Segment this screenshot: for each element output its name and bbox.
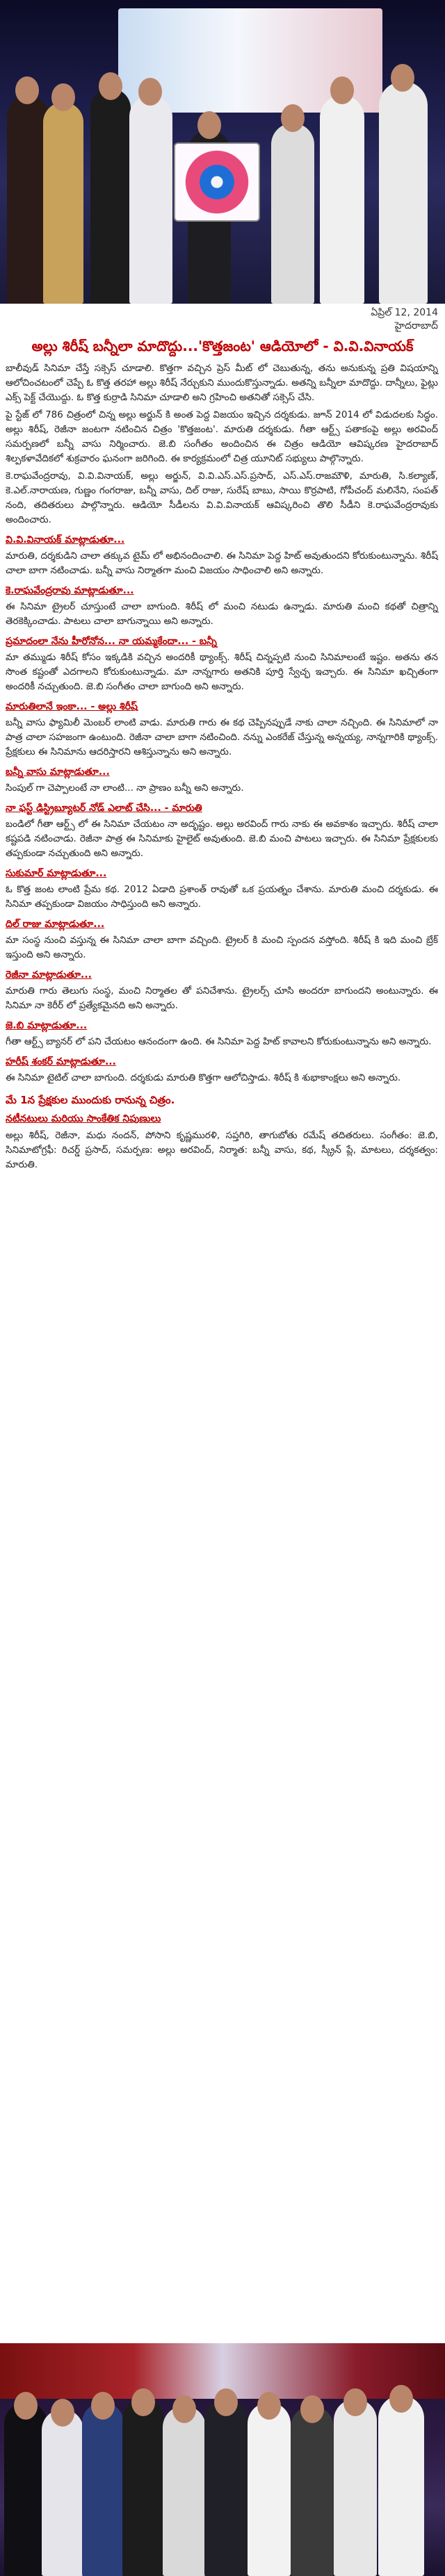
person-silhouette [163,2406,206,2576]
event-photo-top [0,0,445,304]
section-body: మారుతి గారు తెలుగు సంస్థ, మంచి నిర్మాతల తో పనిచేశాను. ట్రైలర్స్ చూసి అందరూ బాగుందని అంటున్నారు. ఈ సినిమా నా కెరీర్ లో ప్రత్యేకమైనది అని అన్నారు. [6,985,438,1011]
article-date: ఏప్రిల్ 12, 2014 [371,307,438,318]
section-body: గీతా ఆర్ట్స్ బ్యానర్ లో పని చేయటం ఆనందంగా ఉంది. ఈ సినిమా పెద్ద హిట్ కావాలని కోరుకుంటున్నాను అని అన్నారు. [6,1036,432,1047]
section-body: బన్నీ వాసు ఫ్యామిలీ మెంబర్ లాంటి వాడు. మారుతి గారు ఈ కథ చెప్పినప్పుడే నాకు చాలా నచ్చింది. ఈ సినిమాలో నా పాత్ర చాలా సహజంగా ఉంటుంది. రెజీనా చాలా బాగా నటించింది. నన్ను ఎంకరేజ్ చేస్తున్న అన్నయ్య, నాన్నగారికి థ్యాంక్స్. ప్రేక్షకులు ఈ సినిమాను ఆదరిస్తారని ఆశిస్తున్నాను అని అన్నారు. [6,717,438,757]
person-head [391,64,414,92]
section-heading: రెజీనా మాట్లాడుతూ... [6,969,92,981]
person-head [300,2395,324,2423]
person-silhouette [271,123,314,304]
section-heading: బన్నీ వాసు మాట్లాడుతూ... [6,766,110,778]
person-silhouette [334,2399,377,2576]
section-body: ఈ సినిమా టైటిల్ చాలా బాగుంది. దర్శకుడు మారుతి కొత్తగా ఆలోచిస్తాడు. శిరీష్ కి శుభాకాంక్షలు అని అన్నారు. [6,1072,401,1083]
article-paragraph: పై స్టేజ్ లో 786 చిత్రంలో చిన్న అల్లు అర్జున్ కి అంత పెద్ద విజయం ఇచ్చిన దర్శకుడు. జూన్ 2014 లో విడుదలకు సిద్ధం. అల్లు శిరీష్, రెజీనా జంటగా నటించిన చిత్రం 'కొత్తజంట'. మారుతి దర్శకుడు. గీతా ఆర్ట్స్ పతాకంపై అల్లు అరవింద్ సమర్పణలో బన్నీ వాసు నిర్మించారు. జె.బి సంగీతం అందించిన ఈ చిత్రం ఆడియో ఆవిష్కరణ హైదరాబాద్ శిల్పకళావేదికలో శుక్రవారం ఘనంగా జరిగింది. ఈ కార్యక్రమంలో చిత్ర యూనిట్ సభ్యులు పాల్గొన్నారు. [6,409,438,464]
section-heading: మారుతిలానే ఇంకా... - అల్లు శిరీష్ [6,701,138,712]
credits-heading: నటీనటులు మరియు సాంకేతిక నిపుణులు [6,1113,161,1124]
person-silhouette [379,81,428,304]
person-head [172,2395,196,2423]
person-silhouette [4,2402,47,2576]
person-head [330,76,354,104]
section-heading: జె.బి మాట్లాడుతూ... [6,1020,88,1031]
audio-cd-cover [174,142,260,222]
person-head [131,2388,155,2416]
person-silhouette [320,95,364,304]
article-place: హైదరాబాద్ [394,320,438,331]
section-heading: దిల్ రాజు మాట్లాడుతూ... [6,919,105,930]
person-silhouette [204,2399,248,2576]
section-heading: వి.వి.వినాయక్ మాట్లాడుతూ... [6,534,125,545]
event-photo-bottom [0,2343,445,2576]
person-head [91,2392,115,2420]
person-head [51,83,75,111]
person-silhouette [129,95,172,304]
person-head [15,76,39,104]
section-heading: హరీష్ శంకర్ మాట్లాడుతూ... [6,1056,116,1067]
person-head [51,2399,74,2427]
person-silhouette [291,2406,334,2576]
person-head [197,111,221,139]
section-body: మారుతి, దర్శకుడిని చాలా తక్కువ టైమ్ లో అభినందించాలి. ఈ సినిమా పెద్ద హిట్ అవుతుందని కోరుకుంటున్నాను. శిరీష్ చాలా బాగా నటించాడు. బన్నీ వాసు నిర్మాతగా మంచి విజయం సాధించాలి అని అన్నారు. [6,550,438,576]
person-head [138,78,162,106]
section-heading: నా ఫస్ట్ డిస్ట్రిబ్యూటర్ నోడ్ ఎలాట్ చేసి... - మారుతి [6,803,202,814]
section-body: సింపుల్ గా చెప్పాలంటే నా లాంటి... నా ప్రాణం బన్నీ అని అన్నారు. [6,782,244,794]
section-body: ఓ కొత్త జంట లాంటి ప్రేమ కథ. 2012 ఏడాది ప్రశాంత్ రావుతో ఒక ప్రయత్నం చేశాను. మారుతి మంచి దర్శకుడు. ఈ సినిమా తప్పకుండా విజయం సాధిస్తుంది అని అన్నారు. [6,884,438,910]
person-head [257,2392,281,2420]
section-heading: సుకుమార్ మాట్లాడుతూ... [6,868,107,879]
person-head [389,2385,413,2413]
article-headline: అల్లు శిరీష్ బన్నీలా మాదొద్దు...'కొత్తజంట' ఆడియోలో - వి.వి.వినాయక్ [31,338,414,354]
person-silhouette [248,2402,291,2576]
dateline [209,306,438,333]
section-body: మా తమ్ముడు శిరీష్ కోసం ఇక్కడికి వచ్చిన అందరికీ థ్యాంక్స్. శిరీష్ చిన్నప్పటి నుంచి సినిమాలంటే ఇష్టం. అతను తన సొంత కష్టంతో ఎదగాలని కోరుకుంటున్నాడు. మా నాన్నగారు అతనికి పూర్తి స్వేచ్ఛ ఇచ్చారు. ఈ సినిమా ఖచ్చితంగా అందరికీ నచ్చుతుంది. జె.బి సంగీతం చాలా బాగుంది అని అన్నారు. [6,652,438,692]
section-body: ఈ సినిమా ట్రైలర్ చూస్తుంటే చాలా బాగుంది. శిరీష్ లో మంచి నటుడు ఉన్నాడు. మారుతి మంచి కథతో చిత్రాన్ని తెరకెక్కించాడు. పాటలు చాలా బాగున్నాయి అని అన్నారు. [6,601,438,627]
article-paragraph: కె.రాఘవేంద్రరావు, వి.వి.వినాయక్, అల్లు అర్జున్, వి.వి.ఎస్.ఎస్.ప్రసాద్, ఎస్.ఎస్.రాజమౌళి, మారుతి, సి.కల్యాణ్, కె.ఎల్.నారాయణ, గుణ్ణం గంగరాజు, బన్నీ వాసు, దిల్ రాజు, సురేష్ బాబు, సాయి కొర్రపాటి, గోపీచంద్ మలినేని, సంపత్ నంది, తదితరులు పాల్గొన్నారు. ఆడియో సీడీలను వి.వి.వినాయక్ ఆవిష్కరించి తొలి సీడీని కె.రాఘవేంద్రరావుకు అందించారు. [6,470,438,525]
section-heading: ప్రమాదంలా నేను హీరోనోన... నా యమ్మకేందా... - బన్నీ [6,636,217,647]
person-silhouette [90,88,131,304]
person-silhouette [43,102,83,304]
article-paragraph: బాలీవుడ్ సినిమా చేస్తే సక్సెస్ చూడాలి. కొత్తగా వచ్చిన ప్రెస్ మీట్ లో చెబుతున్న, తను అనుకున్న ప్రతి విషయాన్ని ఆలోచించటంలో చెప్పే ఓ కొత్త తరహా అల్లు శిరీష్ నేర్చుకుని ముందుకొస్తున్నాడు. అతన్ని బన్నీలా మాదొద్దు. దాన్నీలు, ఫైట్లు ఎక్స్ పెక్ట్ చేయొద్దు. ఓ కొత్త కుర్రాడి సినిమా చూడాలి అని గ్రహించి అతనితో సక్సెస్ చేసి. [6,363,438,403]
person-silhouette [82,2402,124,2576]
article-body [6,361,438,1175]
person-head [343,2388,367,2416]
person-head [214,2388,238,2416]
person-silhouette [122,2399,164,2576]
person-head [99,72,122,100]
person-head [281,104,305,132]
section-body: బండిలో గీతా ఆర్ట్స్ లో ఈ సినిమా చేయటం నా అదృష్టం. అల్లు అరవింద్ గారు నాకు ఈ అవకాశం ఇచ్చారు. శిరీష్ చాలా కష్టపడి నటించాడు. రెజీనా పాత్ర ఈ సినిమాకు హైలైట్ అవుతుంది. జె.బి మంచి పాటలు ఇచ్చారు. ఈ సినిమా ప్రేక్షకులకు తప్పకుండా నచ్చుతుంది అని అన్నారు. [6,819,438,859]
release-note: మే 1న ప్రేక్షకుల ముందుకు రానున్న చిత్రం. [6,1094,175,1106]
section-body: మా సంస్థ నుంచి వస్తున్న ఈ సినిమా చాలా బాగా వచ్చింది. ట్రైలర్ కి మంచి స్పందన వస్తోంది. శిరీష్ కి ఇది మంచి బ్రేక్ ఇస్తుంది అని అన్నారు. [6,935,438,960]
person-silhouette [42,2409,83,2576]
person-silhouette [378,2395,424,2576]
section-heading: కె.రాఘవేంద్రరావు మాట్లాడుతూ... [6,585,134,596]
person-silhouette [7,95,49,304]
credits-body: అల్లు శిరీష్, రెజీనా, మధు నందన్, పోసాని కృష్ణమురళి, సప్తగిరి, తాగుబోతు రమేష్ తదితరులు. సంగీతం: జె.బి, సినిమాటోగ్రఫీ: రిచర్డ్ ప్రసాద్, సమర్పణ: అల్లు అరవింద్, నిర్మాత: బన్నీ వాసు, కథ, స్క్రీన్ ప్లే, మాటలు, దర్శకత్వం: మారుతి. [6,1130,438,1170]
person-head [14,2392,38,2420]
